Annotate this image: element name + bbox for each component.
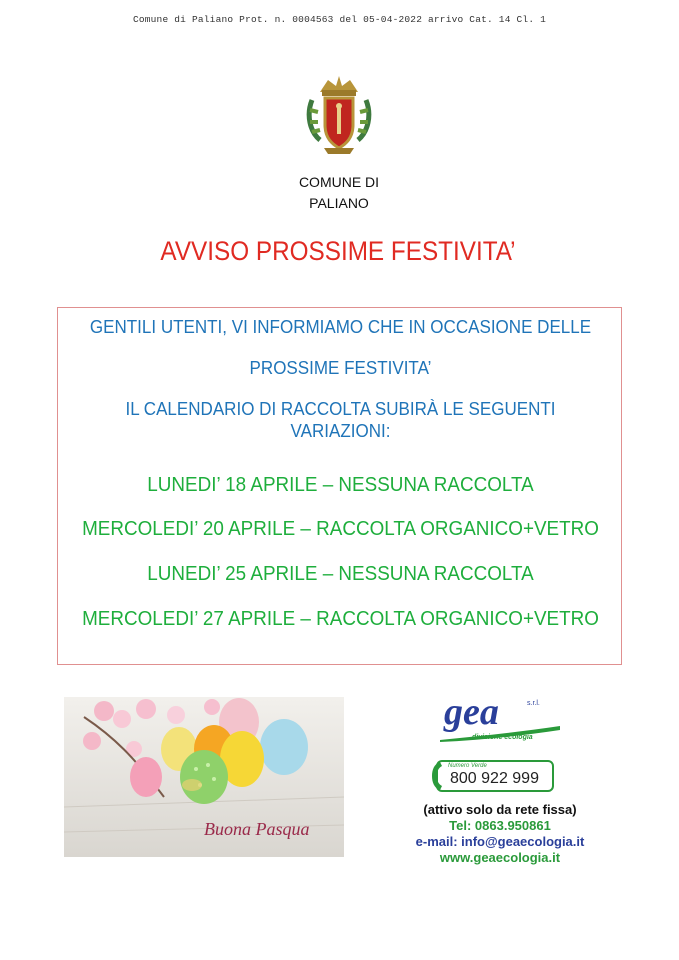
intro-line-2: PROSSIME FESTIVITA’ [249,357,432,378]
gea-email: e-mail: info@geaecologia.it [415,834,585,849]
comune-line-2: PALIANO [309,195,369,211]
gea-tagline: divisione ecologia [472,734,533,741]
protocol-stamp: Comune di Paliano Prot. n. 0004563 del 05-04-2022 arrivo Cat. 14 Cl. 1 [132,14,547,25]
gea-logo: gea [444,691,499,733]
phone-icon [430,760,444,792]
notice-box [57,307,622,665]
gea-website: www.geaecologia.it [439,850,561,865]
gea-note: (attivo solo da rete fissa) [423,802,577,817]
numero-verde-label: Numero Verde [448,763,487,769]
schedule-item: LUNEDI’ 25 APRILE – NESSUNA RACCOLTA [147,562,534,585]
gea-tel: Tel: 0863.950861 [449,818,551,833]
schedule-item: MERCOLEDI’ 27 APRILE – RACCOLTA ORGANICO+VETRO [82,607,599,630]
schedule-item: LUNEDI’ 18 APRILE – NESSUNA RACCOLTA [147,473,534,496]
gea-logo-srl: s.r.l. [527,700,540,707]
schedule-item: MERCOLEDI’ 20 APRILE – RACCOLTA ORGANICO+VETRO [82,517,599,540]
coat-of-arms-icon [306,70,372,156]
notice-title: AVVISO PROSSIME FESTIVITA’ [160,236,516,266]
easter-image [64,697,344,857]
intro-line-1: GENTILI UTENTI, VI INFORMIAMO CHE IN OCCASIONE DELLE [89,316,592,337]
numero-verde-box [436,760,554,792]
comune-name [240,172,438,214]
intro-line-3: IL CALENDARIO DI RACCOLTA SUBIRÀ LE SEGUENTI VARIAZIONI: [125,398,556,441]
numero-verde: 800 922 999 [450,770,539,787]
easter-caption: Buona Pasqua [204,819,310,839]
gea-contact-block [400,690,600,870]
comune-line-1: COMUNE DI [298,174,380,190]
